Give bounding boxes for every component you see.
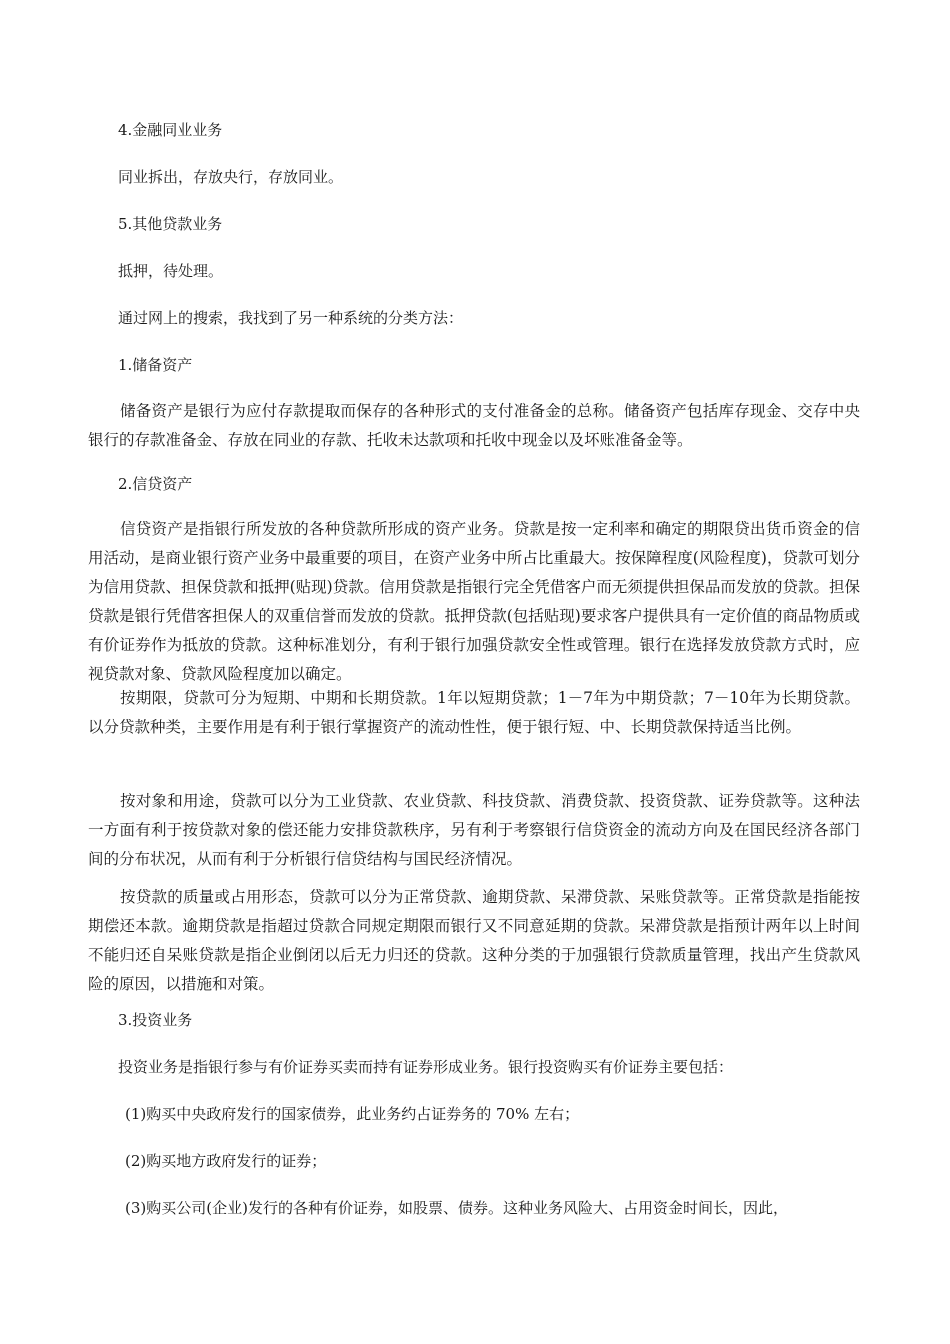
heading-other-loans: 5.其他贷款业务 [118, 215, 223, 233]
paragraph-reserve-assets: 储备资产是银行为应付存款提取而保存的各种形式的支付准备金的总称。储备资产包括库存现金、交存中央银行的存款准备金、存放在同业的存款、托收未达款项和托收中现金以及坏账准备金等。 [88, 402, 860, 449]
paragraph-loan-quality: 按贷款的质量或占用形态，贷款可以分为正常贷款、逾期贷款、呆滞贷款、呆账贷款等。正常贷款是指能按期偿还本款。逾期贷款是指超过贷款合同规定期限而银行又不同意延期的贷款。呆滞贷款是指预计两年以上时间不能归还自呆账贷款是指企业倒闭以后无力归还的贷款。这种分类的于加强银行贷款质量管理，找出产生贷款风险的原因，以措施和对策。 [88, 888, 860, 993]
list-item-local-securities: (2)购买地方政府发行的证券； [125, 1152, 327, 1170]
paragraph-credit-assets: 信贷资产是指银行所发放的各种贷款所形成的资产业务。贷款是按一定利率和确定的期限贷出货币资金的信用活动，是商业银行资产业务中最重要的项目，在资产业务中所占比重最大。按保障程度(风险程度)，贷款可划分为信用贷款、担保贷款和抵押(贴现)贷款。信用贷款是指银行完全凭借客户而无须提供担保品而发放的贷款。担保贷款是银行凭借客担保人的双重信誉而发放的贷款。抵押贷款(包括贴现)要求客户提供具有一定价值的商品物质或有价证券作为抵放的贷款。这种标准划分，有利于银行加强贷款安全性或管理。银行在选择发放贷款方式时，应视贷款对象、贷款风险程度加以确定。 [88, 520, 860, 683]
heading-investment: 3.投资业务 [118, 1011, 193, 1029]
heading-reserve-assets: 1.储备资产 [118, 356, 193, 374]
heading-credit-assets: 2.信贷资产 [118, 475, 193, 493]
paragraph-loan-term: 按期限，贷款可分为短期、中期和长期贷款。1年以短期贷款；1－7年为中期贷款；7－10年为长期贷款。以分贷款种类，主要作用是有利于银行掌握资产的流动性性，便于银行短、中、长期贷款保持适当比例。 [88, 689, 860, 736]
list-item-corporate-securities: (3)购买公司(企业)发行的各种有价证券，如股票、债券。这种业务风险大、占用资金时间长，因此， [125, 1199, 788, 1217]
heading-financial-interbank: 4.金融同业业务 [118, 121, 223, 139]
text-investment-intro: 投资业务是指银行参与有价证券买卖而持有证券形成业务。银行投资购买有价证券主要包括： [118, 1058, 734, 1076]
list-item-central-bonds: (1)购买中央政府发行的国家债券，此业务约占证券务的 70% 左右； [125, 1105, 580, 1123]
paragraph-loan-purpose: 按对象和用途，贷款可以分为工业贷款、农业贷款、科技贷款、消费贷款、投资贷款、证券贷款等。这种法一方面有利于按贷款对象的偿还能力安排贷款秩序，另有利于考察银行信贷资金的流动方向及在国民经济各部门间的分布状况，从而有利于分析银行信贷结构与国民经济情况。 [88, 792, 860, 868]
text-interbank-items: 同业拆出，存放央行，存放同业。 [118, 168, 344, 186]
text-other-loans: 抵押，待处理。 [118, 262, 224, 280]
intro-text: 通过网上的搜索，我找到了另一种系统的分类方法： [118, 309, 464, 327]
